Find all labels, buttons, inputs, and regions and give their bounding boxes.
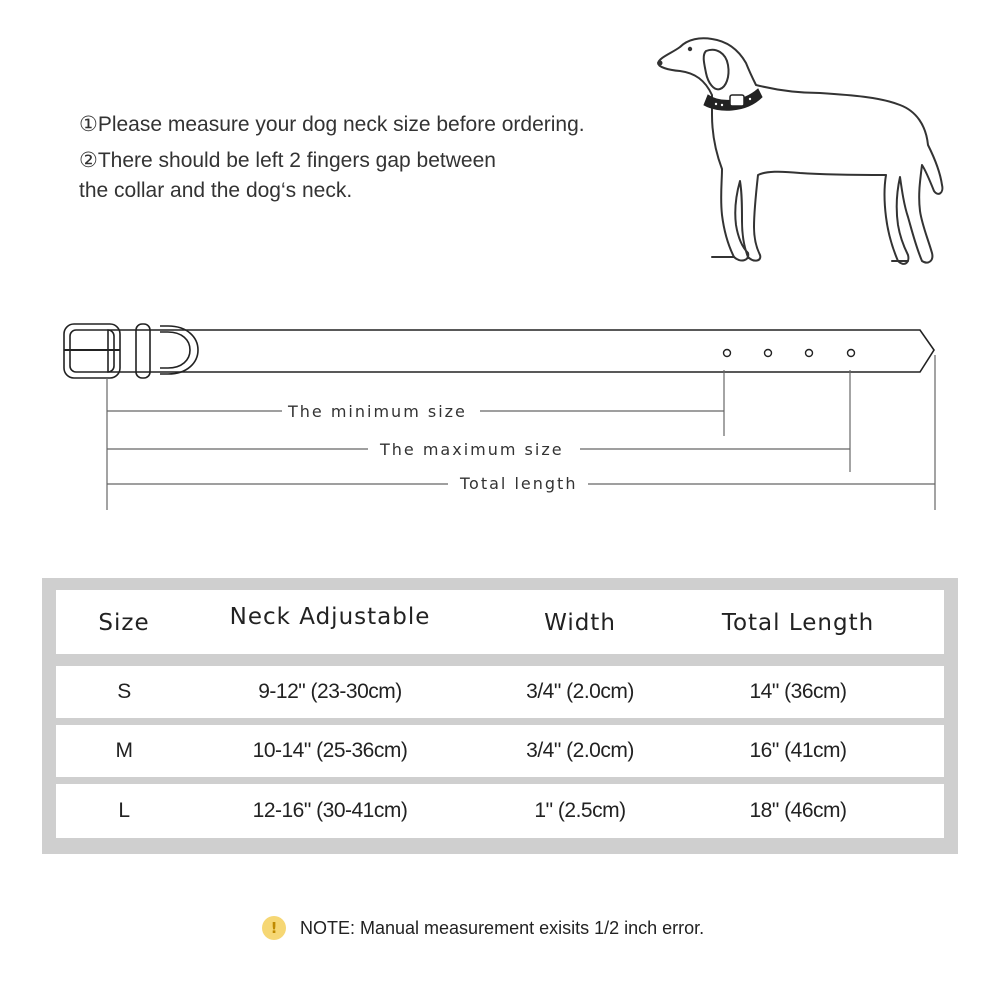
measurement-note [262, 916, 704, 940]
maximum-size-label: The maximum size [380, 440, 564, 459]
cell-width: 3/4" (2.0cm) [526, 739, 634, 762]
instructions [79, 110, 679, 206]
minimum-size-label: The minimum size [288, 402, 467, 421]
instruction-gap-line2: the collar and the dog‘s neck. [79, 179, 353, 202]
size-table [42, 578, 958, 854]
cell-width: 3/4" (2.0cm) [526, 680, 634, 703]
hole-2 [765, 350, 772, 357]
cell-neck: 9-12" (23-30cm) [258, 680, 402, 703]
table-row [56, 784, 944, 838]
header-total-length: Total Length [721, 610, 875, 636]
cell-size: L [118, 799, 130, 822]
keeper-loop [136, 324, 150, 378]
warning-icon: ! [262, 916, 286, 940]
cell-total-length: 18" (46cm) [749, 799, 847, 822]
cell-total-length: 14" (36cm) [749, 680, 847, 703]
note-text: NOTE: Manual measurement exisits 1/2 inch error. [300, 917, 705, 938]
instruction-gap [79, 146, 679, 206]
dog-illustration [650, 25, 950, 275]
cell-neck: 12-16" (30-41cm) [252, 799, 408, 822]
cell-size: M [115, 739, 133, 762]
total-length-label: Total length [460, 474, 578, 493]
header-size: Size [98, 610, 150, 636]
cell-total-length: 16" (41cm) [749, 739, 847, 762]
table-header-row [56, 590, 944, 654]
collar-diagram [0, 300, 1000, 530]
instruction-measure: ①Please measure your dog neck size before ordering. [79, 113, 585, 136]
instruction-gap-line1: ②There should be left 2 fingers gap between [79, 149, 496, 172]
header-neck-adjustable: Neck Adjustable [229, 604, 431, 630]
cell-width: 1" (2.5cm) [534, 799, 626, 822]
hole-1 [724, 350, 731, 357]
header-width: Width [544, 610, 616, 636]
hole-4 [848, 350, 855, 357]
table-row [56, 725, 944, 777]
cell-size: S [117, 680, 131, 703]
table-row [56, 666, 944, 718]
cell-neck: 10-14" (25-36cm) [252, 739, 408, 762]
hole-3 [806, 350, 813, 357]
